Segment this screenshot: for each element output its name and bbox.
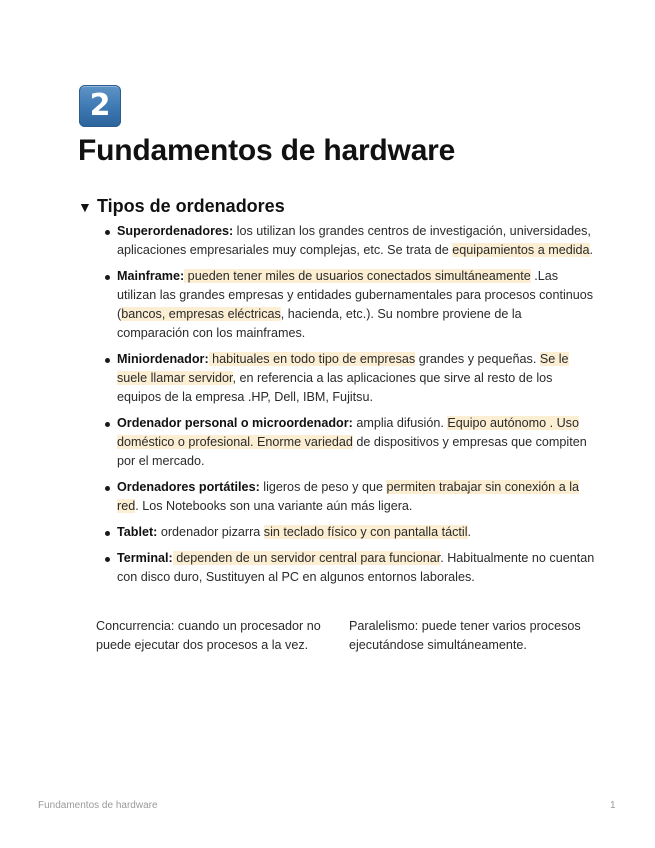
toggle-heading-tipos-de-ordenadores[interactable] [78, 196, 285, 217]
term-label: Superordenadores: [117, 224, 234, 238]
item-text: de dispositivos y empresas que compiten por el mercado. [117, 435, 587, 468]
term-label: Mainframe: [117, 269, 185, 283]
highlighted-text: habituales en todo tipo de empresas [208, 352, 416, 366]
item-text: . [589, 243, 594, 257]
term-label: Miniordenador: [117, 352, 209, 366]
list-item [117, 549, 597, 587]
item-text: , en referencia a las aplicaciones que sirve al resto de los equipos de la empresa .HP, Dell, IBM, Fujitsu. [117, 371, 553, 404]
item-text: . [467, 525, 471, 539]
item-text: . Habitualmente no cuentan con disco duro, Sustituyen al PC en algunos entornos laborales. [117, 551, 595, 584]
item-text: amplia difusión. [352, 416, 448, 430]
toggle-triangle-icon[interactable]: ▼ [78, 199, 92, 215]
highlighted-text: permiten trabajar sin conexión a la red [117, 480, 579, 513]
term-label: Terminal: [117, 551, 173, 565]
item-text: grandes y pequeñas. [415, 352, 540, 366]
highlighted-text: Se le suele llamar servidor [117, 352, 569, 385]
list-item [117, 414, 597, 471]
item-text: .Las utilizan las grandes empresas y entidades gubernamentales para procesos continuos ( [117, 269, 594, 321]
highlighted-text: Equipo autónomo . Uso doméstico o profesional. Enorme variedad [117, 416, 579, 449]
list-item [117, 267, 597, 343]
number-two-emoji-icon: 2 [79, 85, 121, 127]
list-item [117, 478, 597, 516]
footer-page-number: 1 [610, 800, 616, 811]
term-label: Ordenadores portátiles: [117, 480, 260, 494]
term-label: Ordenador personal o microordenador: [117, 416, 353, 430]
list-item [117, 222, 597, 260]
item-text: , hacienda, etc.). Su nombre proviene de la comparación con los mainframes. [117, 307, 522, 340]
item-text: ordenador pizarra [157, 525, 264, 539]
footer-document-title: Fundamentos de hardware [38, 800, 158, 811]
highlighted-text: bancos, empresas eléctricas [121, 307, 281, 321]
item-text: los utilizan los grandes centros de investigación, universidades, aplicaciones empresariales muy complejas, etc. Se trata de [117, 224, 591, 257]
computer-types-list [100, 222, 597, 594]
highlighted-text: sin teclado físico y con pantalla táctil [263, 525, 468, 539]
section-title: Tipos de ordenadores [97, 196, 285, 216]
highlighted-text: equipamientos a medida [452, 243, 590, 257]
column-concurrencia: Concurrencia: cuando un procesador no puede ejecutar dos procesos a la vez. [96, 619, 321, 652]
highlighted-text: pueden tener miles de usuarios conectados simultáneamente [184, 269, 531, 283]
column-paralelismo: Paralelismo: puede tener varios procesos ejecutándose simultáneamente. [349, 619, 581, 652]
term-label: Tablet: [117, 525, 158, 539]
item-text: . Los Notebooks son una variante aún más ligera. [135, 499, 413, 513]
page-title: Fundamentos de hardware [78, 134, 456, 167]
highlighted-text: dependen de un servidor central para funcionar [172, 551, 441, 565]
item-text: ligeros de peso y que [259, 480, 387, 494]
list-item [117, 350, 597, 407]
list-item [117, 523, 597, 542]
